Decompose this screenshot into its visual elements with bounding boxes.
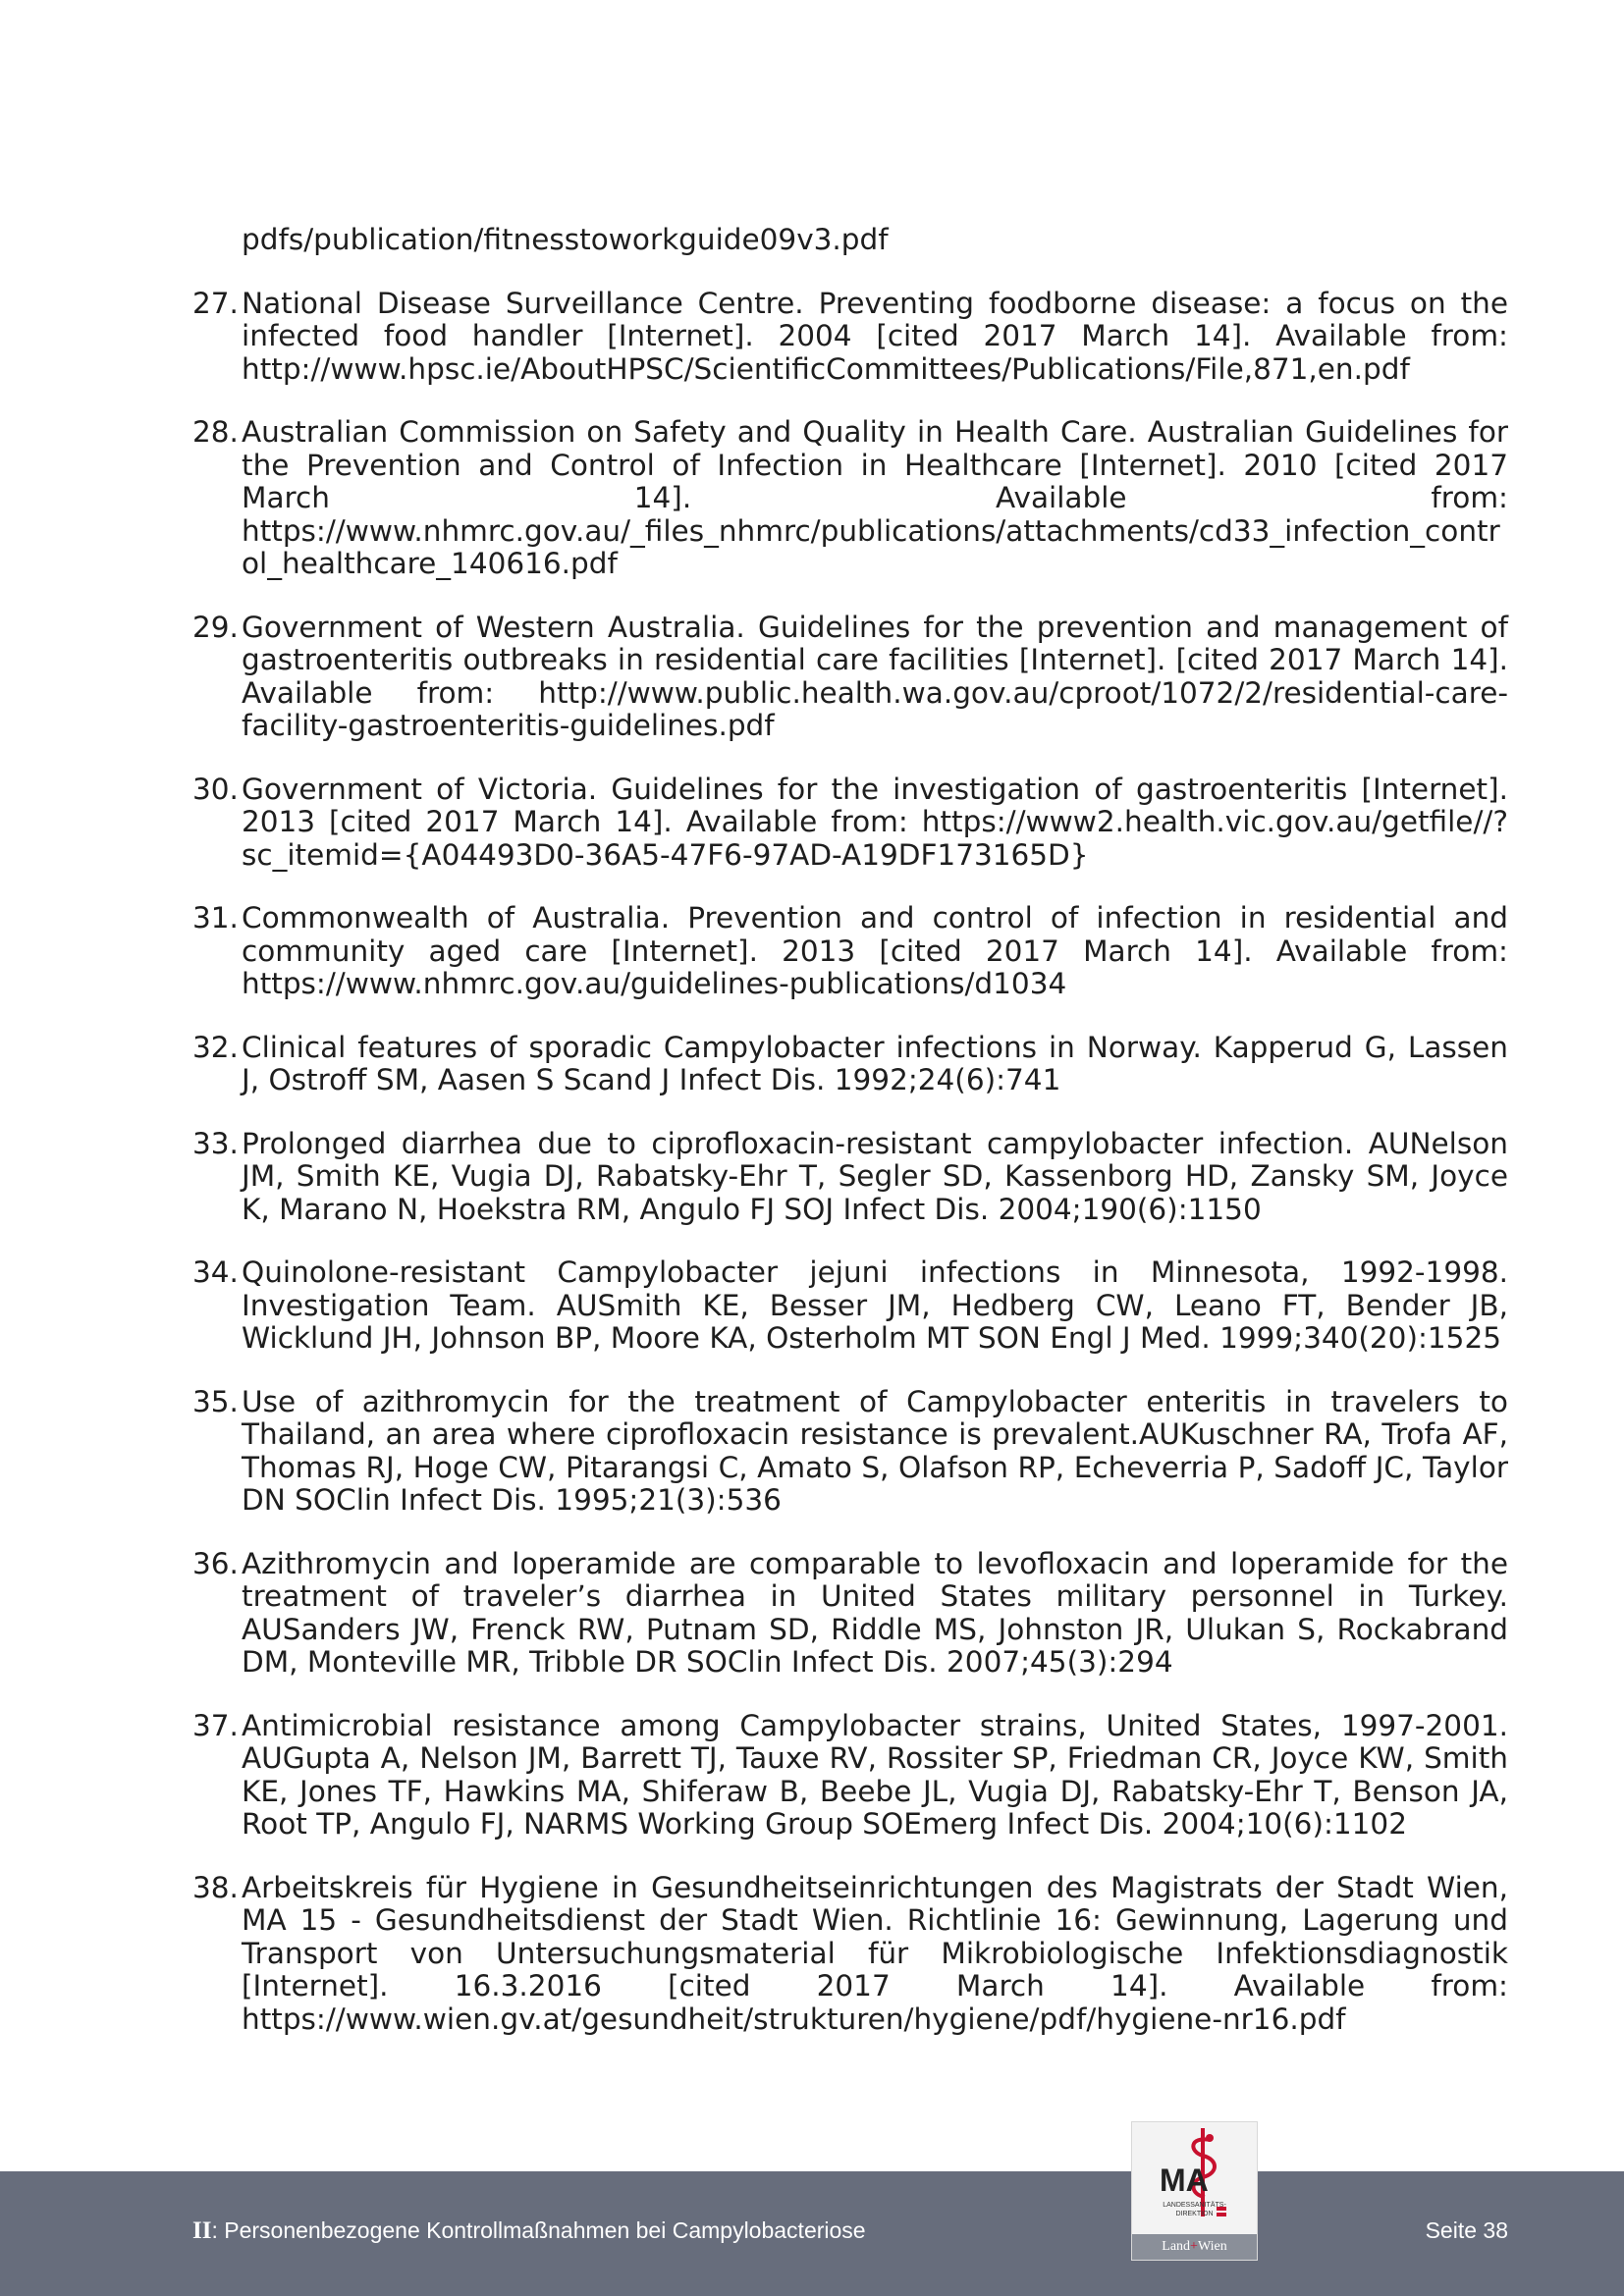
reference-text: Australian Commission on Safety and Quality in Health Care. Australian Guidelines for the Prevention and Control of Infection in Healthcare [Internet]. 2010 [cited 2017 March 14]. Available from: https://www.nhmrc.gov.au/_files_nhmrc/publications/attachments/cd33_infection_control_healthcare_140616.pdf <box>242 415 1508 580</box>
reference-number: 30. <box>192 772 239 806</box>
reference-item <box>192 1128 1508 1227</box>
reference-text: Use of azithromycin for the treatment of Campylobacter enteritis in travelers to Thailand, an area where ciprofloxacin resistance is prevalent.AUKuschner RA, Trofa AF, Thomas RJ, Hoge CW, Pitarangsi C, Amato S, Olafson RP, Echeverria P, Sadoff JC, Taylor DN SOClin Infect Dis. 1995;21(3):536 <box>242 1384 1508 1517</box>
reference-item <box>192 1710 1508 1842</box>
reference-text: Government of Victoria. Guidelines for the investigation of gastroenteritis [Internet]. 2013 [cited 2017 March 14]. Available from: https://www2.health.vic.gov.au/getfile//?sc_itemid={A04493D0-36A5-47F6-97AD-A19DF173165D} <box>242 772 1508 872</box>
reference-text: Arbeitskreis für Hygiene in Gesundheitseinrichtungen des Magistrats der Stadt Wien, MA 15 - Gesundheitsdienst der Stadt Wien. Richtlinie 16: Gewinnung, Lagerung und Transport von Untersuchungsmaterial für Mikrobiologische Infektionsdiagnostik [Internet]. 16.3.2016 [cited 2017 March 14]. Available from: https://www.wien.gv.at/gesundheit/strukturen/hygiene/pdf/hygiene-nr16.pdf <box>242 1870 1508 2036</box>
page-number: Seite 38 <box>1425 2217 1508 2243</box>
reference-item <box>192 774 1508 873</box>
logo-letters: MA <box>1160 2163 1209 2198</box>
logo-subtitle-line: LANDESSANITÄTS- <box>1163 2202 1226 2209</box>
reference-number: 27. <box>192 286 239 320</box>
reference-item <box>192 1548 1508 1680</box>
reference-number: 33. <box>192 1126 239 1160</box>
reference-list <box>192 224 1508 2066</box>
reference-number: 37. <box>192 1708 239 1742</box>
reference-number: 34. <box>192 1255 239 1289</box>
logo-subtitle <box>1132 2201 1257 2218</box>
reference-text: Commonwealth of Australia. Prevention and control of infection in residential and community aged care [Internet]. 2013 [cited 2017 March 14]. Available from: https://www.nhmrc.gov.au/guidelines-publications/d1034 <box>242 901 1508 1000</box>
logo-banner <box>1132 2234 1257 2260</box>
logo-subtitle-line: DIREKTION <box>1175 2211 1214 2217</box>
reference-item <box>192 416 1508 581</box>
footer-section-text: : Personenbezogene Kontrollmaßnahmen bei Campylobacteriose <box>211 2217 866 2243</box>
footer-section-number: II <box>192 2217 212 2244</box>
reference-text: Antimicrobial resistance among Campylobacter strains, United States, 1997-2001. AUGupta A, Nelson JM, Barrett TJ, Tauxe RV, Rossiter SP, Friedman CR, Joyce KW, Smith KE, Jones TF, Hawkins MA, Shiferaw B, Beebe JL, Vugia DJ, Rabatsky-Ehr T, Benson JA, Root TP, Angulo FJ, NARMS Working Group SOEmerg Infect Dis. 2004;10(6):1102 <box>242 1708 1508 1841</box>
reference-number: 31. <box>192 901 239 934</box>
reference-item <box>192 612 1508 743</box>
reference-item <box>192 1872 1508 2037</box>
reference-number: 35. <box>192 1384 239 1418</box>
reference-text: National Disease Surveillance Centre. Preventing foodborne disease: a focus on the infected food handler [Internet]. 2004 [cited 2017 March 14]. Available from: http://www.hpsc.ie/AboutHPSC/ScientificCommittees/Publications/File,871,en.pdf <box>242 286 1508 386</box>
reference-number: 28. <box>192 415 239 449</box>
reference-text: Azithromycin and loperamide are comparable to levofloxacin and loperamide for the treatment of traveler’s diarrhea in United States military personnel in Turkey. AUSanders JW, Frenck RW, Putnam SD, Riddle MS, Johnston JR, Ulukan S, Rockabrand DM, Monteville MR, Tribble DR SOClin Infect Dis. 2007;45(3):294 <box>242 1546 1508 1679</box>
footer-section-title <box>192 2217 866 2245</box>
reference-item <box>192 1256 1508 1356</box>
page-footer <box>0 2171 1624 2296</box>
reference-item <box>192 1386 1508 1518</box>
reference-number: 29. <box>192 610 239 644</box>
reference-number: 38. <box>192 1870 239 1904</box>
logo-banner-right: Wien <box>1197 2239 1227 2254</box>
reference-number: 36. <box>192 1546 239 1580</box>
reference-item <box>192 1032 1508 1097</box>
reference-continuation: pdfs/publication/fitnesstoworkguide09v3.pdf <box>242 223 889 256</box>
reference-text: Prolonged diarrhea due to ciprofloxacin-resistant campylobacter infection. AUNelson JM, Smith KE, Vugia DJ, Rabatsky-Ehr T, Segler SD, Kassenborg HD, Zansky SM, Joyce K, Marano N, Hoekstra RM, Angulo FJ SOJ Infect Dis. 2004;190(6):1150 <box>242 1126 1508 1226</box>
reference-text: Government of Western Australia. Guidelines for the prevention and management of gastroenteritis outbreaks in residential care facilities [Internet]. [cited 2017 March 14]. Available from: http://www.public.health.wa.gov.au/cproot/1072/2/residential-care-facility-gastroenteritis-guidelines.pdf <box>242 610 1508 742</box>
reference-item <box>192 288 1508 387</box>
reference-text: Clinical features of sporadic Campylobacter infections in Norway. Kapperud G, Lassen J, Ostroff SM, Aasen S Scand J Infect Dis. 1992;24(6):741 <box>242 1030 1508 1096</box>
logo-banner-plus: + <box>1190 2239 1198 2254</box>
logo-banner-left: Land <box>1162 2239 1191 2254</box>
reference-text: Quinolone-resistant Campylobacter jejuni infections in Minnesota, 1992-1998. Investigation Team. AUSmith KE, Besser JM, Hedberg CW, Leano FT, Bender JB, Wicklund JH, Johnson BP, Moore KA, Osterholm MT SON Engl J Med. 1999;340(20):1525 <box>242 1255 1508 1355</box>
reference-number: 32. <box>192 1030 239 1064</box>
logo <box>1132 2122 1257 2260</box>
reference-item <box>192 902 1508 1001</box>
